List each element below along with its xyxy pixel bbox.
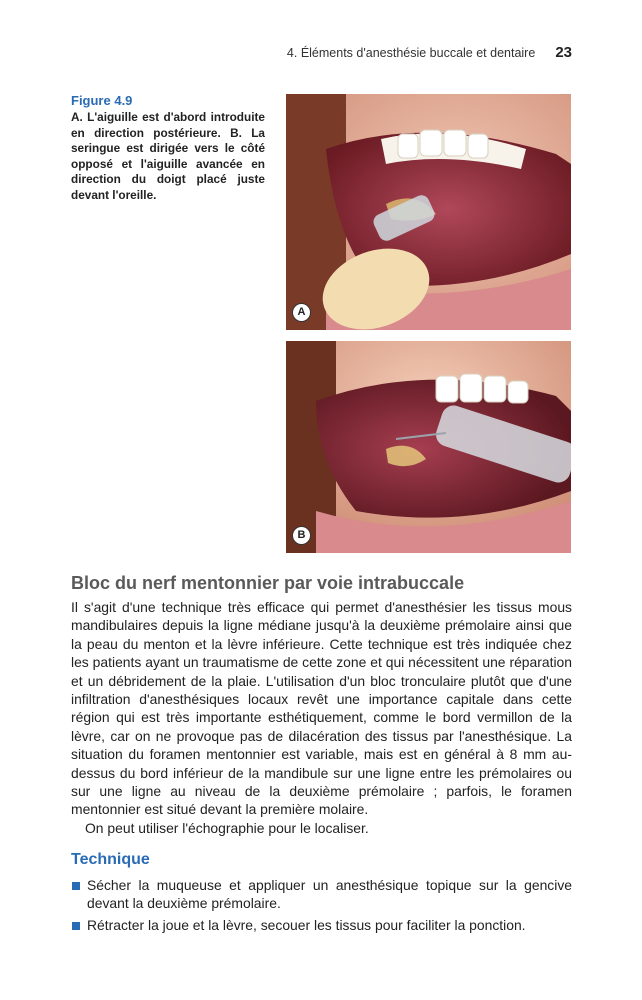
bullet-square-icon bbox=[72, 882, 80, 890]
step-text: Rétracter la joue et la lèvre, secouer les tissus pour faciliter la ponction. bbox=[87, 916, 526, 933]
photo-a-illustration bbox=[286, 94, 571, 330]
figure-label: Figure 4.9 bbox=[71, 93, 133, 108]
body-paragraph: Il s'agit d'une technique très efficace qui permet d'anesthésier les tissus mous mandibulaires depuis la ligne médiane jusqu'à la deuxième prémolaire ainsi que la peau du menton et la lèvre inférieure. Cette technique est très indiquée chez les patients ayant un traumatisme de cette zone et qui nécessitent une réparation et un débridement de la plaie. L'utilisation d'un bloc tronculaire plutôt que d'une infiltration d'anesthésiques locaux revêt une importance capitale dans cette région qui est très importante esthétiquement, comme le bord vermillon de la lèvre, car on ne provoque pas de dilacération des tissus par l'anesthésique. La situation du foramen mentonnier est variable, mais est en général à 8 mm au-dessus du bord inférieur de la mandibule sur une ligne entre les prémolaires ou sur une ligne au niveau de la deuxième prémolaire ; parfois, le foramen mentonnier est situé devant la première molaire. bbox=[71, 599, 572, 818]
page-number: 23 bbox=[555, 44, 572, 61]
section-title: Bloc du nerf mentonnier par voie intrabuccale bbox=[71, 573, 465, 593]
section-body bbox=[71, 598, 572, 837]
step-text: Sécher la muqueuse et appliquer un anesthésique topique sur la gencive devant la deuxième prémolaire. bbox=[87, 877, 572, 912]
technique-title: Technique bbox=[71, 851, 150, 868]
running-head bbox=[0, 44, 572, 61]
panel-label-b: B bbox=[292, 526, 311, 545]
panel-label-a: A bbox=[292, 303, 311, 322]
body-paragraph: On peut utiliser l'échographie pour le localiser. bbox=[85, 819, 369, 836]
figure-photo-a bbox=[286, 94, 571, 330]
bullet-square-icon bbox=[72, 922, 80, 930]
figure-caption-text: A. L'aiguille est d'abord introduite en direction postérieure. B. La seringue est dirigée vers le côté opposé et l'aiguille avancée en direction du doigt placé juste devant l'oreille. bbox=[71, 110, 265, 202]
figure-caption bbox=[71, 93, 265, 204]
list-item bbox=[71, 916, 572, 934]
figure-photo-b bbox=[286, 341, 571, 553]
photo-b-illustration bbox=[286, 341, 571, 553]
chapter-title: 4. Éléments d'anesthésie buccale et dentaire bbox=[286, 46, 536, 60]
list-item bbox=[71, 876, 572, 913]
technique-steps bbox=[71, 876, 572, 937]
